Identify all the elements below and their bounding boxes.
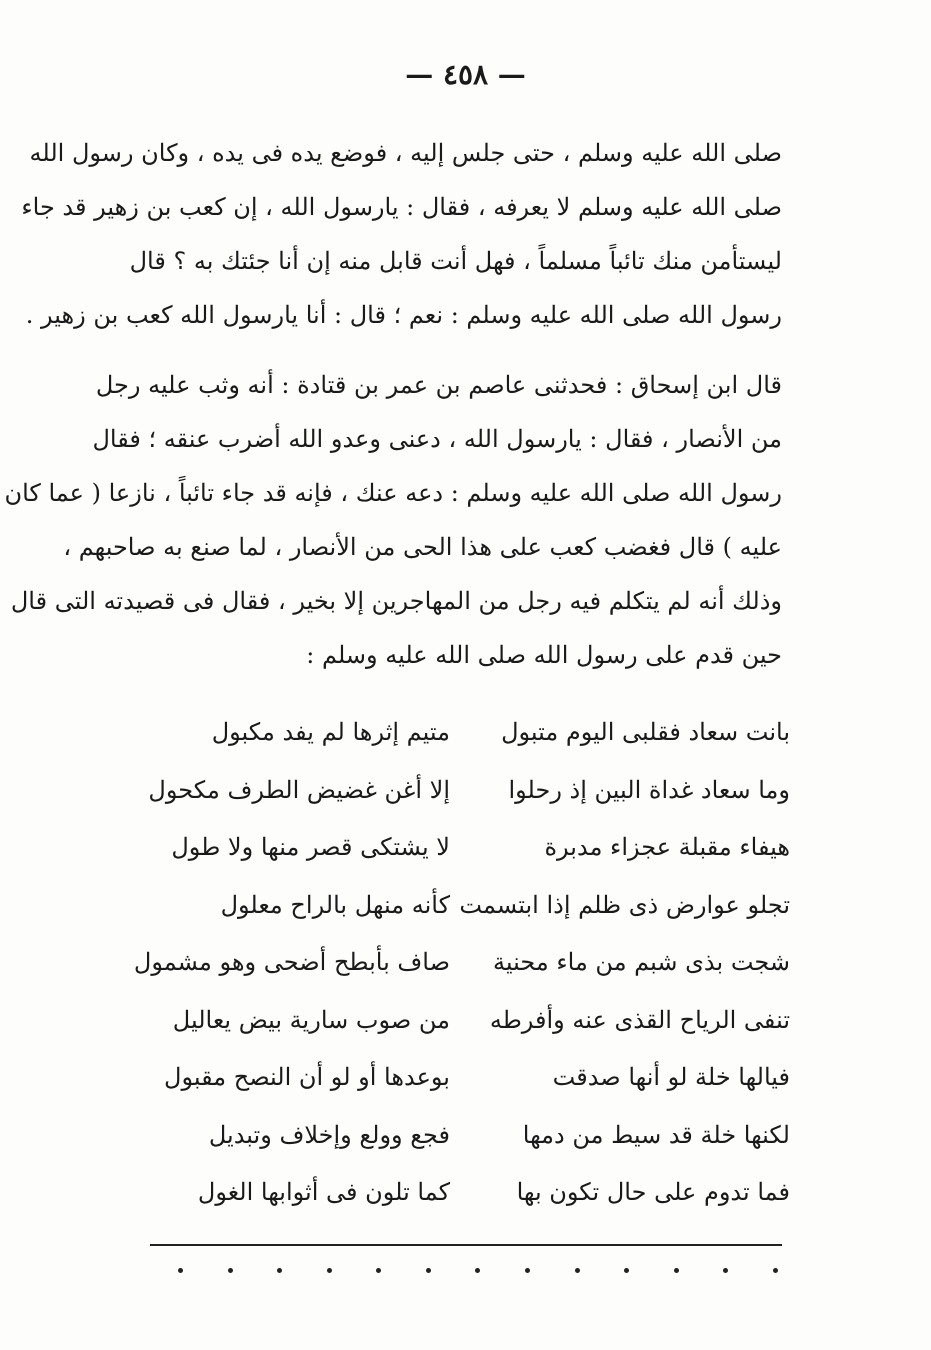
paragraph-line: صلى الله عليه وسلم لا يعرفه ، فقال : يارسول الله ، إن كعب بن زهير قد جاء — [21, 193, 782, 221]
page-number: — ٤٥٨ — — [405, 58, 526, 91]
verse-first-hemistich: بانت سعاد فقلبى اليوم متبول — [501, 718, 790, 746]
paragraph-line: حين قدم على رسول الله صلى الله عليه وسلم : — [306, 641, 782, 669]
dot-mark — [277, 1268, 282, 1273]
paragraph-line: رسول الله صلى الله عليه وسلم : نعم ؛ قال : أنا يارسول الله كعب بن زهير . — [25, 301, 782, 329]
dot-mark — [376, 1268, 381, 1273]
verse-first-hemistich: فما تدوم على حال تكون بها — [516, 1178, 790, 1206]
verse-first-hemistich: وما سعاد غداة البين إذ رحلوا — [508, 775, 790, 804]
dot-mark — [475, 1268, 480, 1273]
verse-second-hemistich: إلا أغن غضيض الطرف مكحول — [148, 775, 450, 804]
dot-mark — [228, 1268, 233, 1273]
dot-mark — [575, 1268, 580, 1273]
dot-mark — [773, 1268, 778, 1273]
paragraph-line: عليه ) قال فغضب كعب على هذا الحى من الأنصار ، لما صنع به صاحبهم ، — [63, 533, 782, 561]
footnote-dots — [178, 1268, 778, 1273]
poem — [133, 704, 790, 1222]
paragraph-line: رسول الله صلى الله عليه وسلم : دعه عنك ، فإنه قد جاء تائباً ، نازعا ( عما كان — [4, 479, 782, 507]
verse-first-hemistich: تجلو عوارض ذى ظلم إذا ابتسمت — [459, 890, 790, 919]
poem-verse — [150, 1107, 790, 1165]
verse-first-hemistich: فيالها خلة لو أنها صدقت — [552, 1063, 790, 1091]
poem-verse — [150, 819, 790, 877]
verse-second-hemistich: بوعدها أو لو أن النصح مقبول — [164, 1063, 450, 1091]
paragraph-line: صلى الله عليه وسلم ، حتى جلس إليه ، فوضع يده فى يده ، وكان رسول الله — [29, 139, 782, 167]
poem-verse — [150, 762, 790, 820]
poem-verse — [150, 704, 790, 762]
dot-mark — [178, 1268, 183, 1273]
paragraph-line: من الأنصار ، فقال : يارسول الله ، دعنى وعدو الله أضرب عنقه ؛ فقال — [92, 425, 782, 453]
dot-mark — [674, 1268, 679, 1273]
paragraph-line: قال ابن إسحاق : فحدثنى عاصم بن عمر بن قتادة : أنه وثب عليه رجل — [95, 371, 782, 399]
verse-first-hemistich: شجت بذى شبم من ماء محنية — [493, 948, 790, 976]
verse-second-hemistich: متيم إثرها لم يفد مكبول — [211, 718, 450, 746]
verse-first-hemistich: هيفاء مقبلة عجزاء مدبرة — [544, 833, 790, 861]
paragraph-1 — [21, 126, 782, 342]
dot-mark — [525, 1268, 530, 1273]
paragraph-line: ليستأمن منك تائباً مسلماً ، فهل أنت قابل منه إن أنا جئتك به ؟ قال — [129, 247, 782, 275]
verse-second-hemistich: من صوب سارية بيض يعاليل — [172, 1005, 450, 1034]
verse-second-hemistich: كأنه منهل بالراح معلول — [220, 890, 450, 919]
verse-second-hemistich: كما تلون فى أثوابها الغول — [197, 1178, 450, 1206]
poem-verse — [150, 877, 790, 935]
footnote-rule — [150, 1244, 782, 1246]
verse-second-hemistich: صاف بأبطح أضحى وهو مشمول — [133, 948, 450, 976]
dot-mark — [723, 1268, 728, 1273]
paragraph-2 — [4, 358, 782, 682]
verse-first-hemistich: لكنها خلة قد سيط من دمها — [522, 1120, 790, 1149]
poem-verse — [133, 934, 790, 992]
dot-mark — [624, 1268, 629, 1273]
verse-second-hemistich: فجع وولع وإخلاف وتبديل — [208, 1120, 450, 1149]
poem-verse — [150, 1164, 790, 1222]
dot-mark — [426, 1268, 431, 1273]
verse-second-hemistich: لا يشتكى قصر منها ولا طول — [171, 833, 450, 861]
poem-verse — [150, 992, 790, 1050]
paragraph-line: وذلك أنه لم يتكلم فيه رجل من المهاجرين إلا بخير ، فقال فى قصيدته التى قال — [10, 587, 782, 615]
verse-first-hemistich: تنفى الرياح القذى عنه وأفرطه — [489, 1005, 790, 1034]
poem-verse — [150, 1049, 790, 1107]
dot-mark — [327, 1268, 332, 1273]
